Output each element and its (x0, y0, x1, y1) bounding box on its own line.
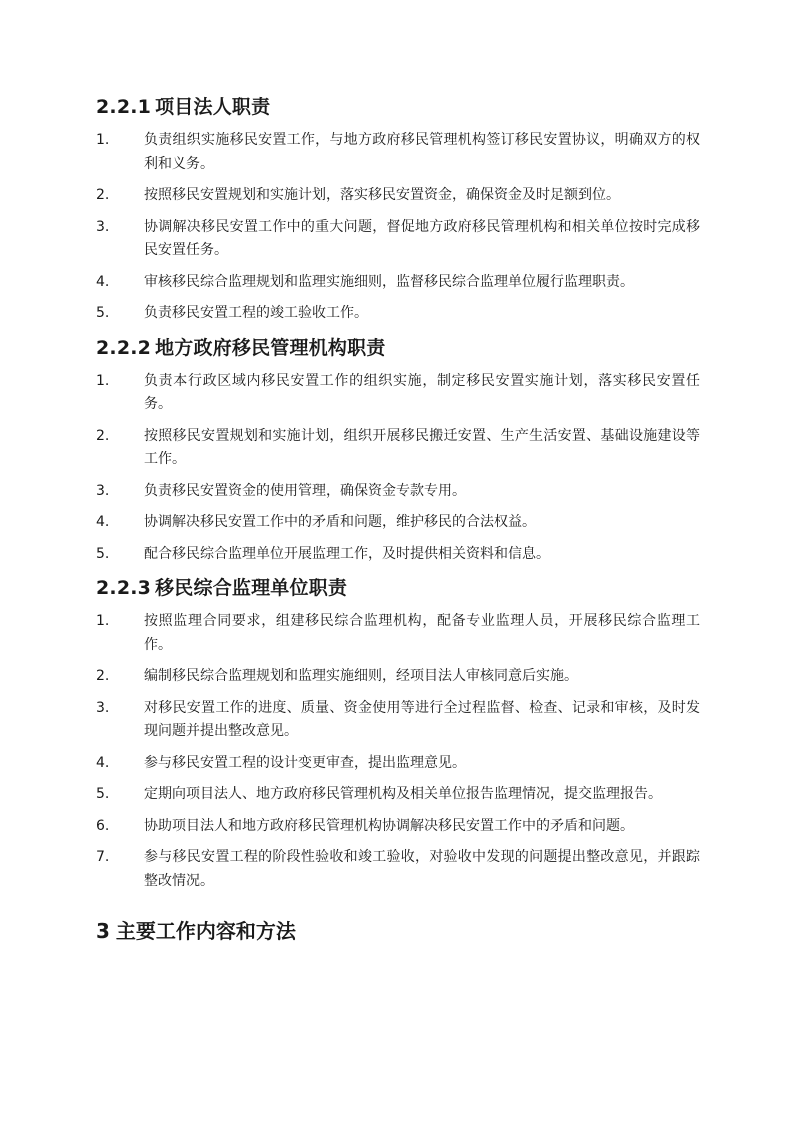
item-number: 4. (96, 273, 110, 290)
item-text: 对移民安置工作的进度、质量、资金使用等进行全过程监督、检查、记录和审核，及时发现问题并提出整改意见。 (144, 699, 700, 739)
section-number: 2.2.2 (96, 336, 152, 359)
item-text: 负责组织实施移民安置工作，与地方政府移民管理机构签订移民安置协议，明确双方的权利和义务。 (144, 132, 700, 172)
section-heading-2-2-2 (96, 335, 700, 361)
list-item (96, 216, 700, 263)
item-number: 1. (96, 613, 110, 629)
section-number: 2.2.1 (96, 96, 152, 118)
item-number: 5. (96, 786, 110, 802)
item-text: 负责移民安置工程的竣工验收工作。 (144, 305, 368, 321)
item-text: 参与移民安置工程的设计变更审查，提出监理意见。 (144, 754, 466, 771)
list-item (96, 697, 700, 744)
section-title: 地方政府移民管理机构职责 (155, 336, 386, 359)
item-number: 2. (96, 187, 110, 203)
list-item (96, 511, 700, 535)
item-number: 7. (96, 849, 110, 865)
list-item (96, 815, 700, 839)
list-item (96, 129, 700, 176)
item-text: 参与移民安置工程的阶段性验收和竣工验收，对验收中发现的问题提出整改意见，并跟踪整改情况。 (144, 849, 700, 889)
section-heading-2-2-1 (96, 94, 700, 120)
item-number: 5. (96, 545, 110, 562)
item-number: 3. (96, 218, 110, 235)
item-text: 协调解决移民安置工作中的矛盾和问题，维护移民的合法权益。 (144, 514, 536, 530)
item-number: 2. (96, 668, 110, 684)
duty-list-2-2-1 (96, 129, 700, 326)
item-number: 6. (96, 817, 110, 834)
item-number: 2. (96, 427, 110, 444)
item-text: 协助项目法人和地方政府移民管理机构协调解决移民安置工作中的矛盾和问题。 (144, 817, 634, 834)
item-text: 按照监理合同要求，组建移民综合监理机构，配备专业监理人员，开展移民综合监理工作。 (144, 613, 700, 653)
item-number: 4. (96, 754, 110, 771)
chapter-number: 3 (96, 919, 110, 943)
list-item (96, 370, 700, 417)
chapter-title: 主要工作内容和方法 (115, 919, 296, 943)
duty-list-2-2-3 (96, 610, 700, 893)
section-title: 移民综合监理单位职责 (155, 577, 348, 599)
document-content (96, 94, 700, 945)
item-number: 5. (96, 305, 110, 321)
item-number: 1. (96, 132, 110, 148)
list-item (96, 480, 700, 504)
chapter-heading-3 (96, 917, 700, 945)
item-number: 4. (96, 514, 110, 530)
item-text: 按照移民安置规划和实施计划，落实移民安置资金，确保资金及时足额到位。 (144, 187, 620, 203)
duty-list-2-2-2 (96, 370, 700, 567)
item-text: 按照移民安置规划和实施计划，组织开展移民搬迁安置、生产生活安置、基础设施建设等工作。 (144, 427, 700, 467)
item-text: 编制移民综合监理规划和监理实施细则，经项目法人审核同意后实施。 (144, 668, 578, 684)
list-item (96, 783, 700, 807)
item-text: 审核移民综合监理规划和监理实施细则，监督移民综合监理单位履行监理职责。 (144, 273, 634, 290)
item-text: 协调解决移民安置工作中的重大问题，督促地方政府移民管理机构和相关单位按时完成移民安置任务。 (144, 218, 700, 258)
item-text: 定期向项目法人、地方政府移民管理机构及相关单位报告监理情况，提交监理报告。 (144, 786, 662, 802)
item-text: 配合移民综合监理单位开展监理工作，及时提供相关资料和信息。 (144, 545, 550, 562)
item-number: 3. (96, 482, 110, 499)
section-title: 项目法人职责 (155, 96, 271, 118)
list-item (96, 610, 700, 657)
item-text: 负责移民安置资金的使用管理，确保资金专款专用。 (144, 482, 466, 499)
item-number: 1. (96, 372, 110, 389)
list-item (96, 665, 700, 689)
section-number: 2.2.3 (96, 577, 152, 599)
list-item (96, 271, 700, 295)
list-item (96, 425, 700, 472)
list-item (96, 752, 700, 776)
item-number: 3. (96, 699, 110, 716)
item-text: 负责本行政区域内移民安置工作的组织实施，制定移民安置实施计划，落实移民安置任务。 (144, 372, 700, 412)
list-item (96, 846, 700, 893)
list-item (96, 302, 700, 326)
list-item (96, 184, 700, 208)
list-item (96, 543, 700, 567)
section-heading-2-2-3 (96, 575, 700, 601)
